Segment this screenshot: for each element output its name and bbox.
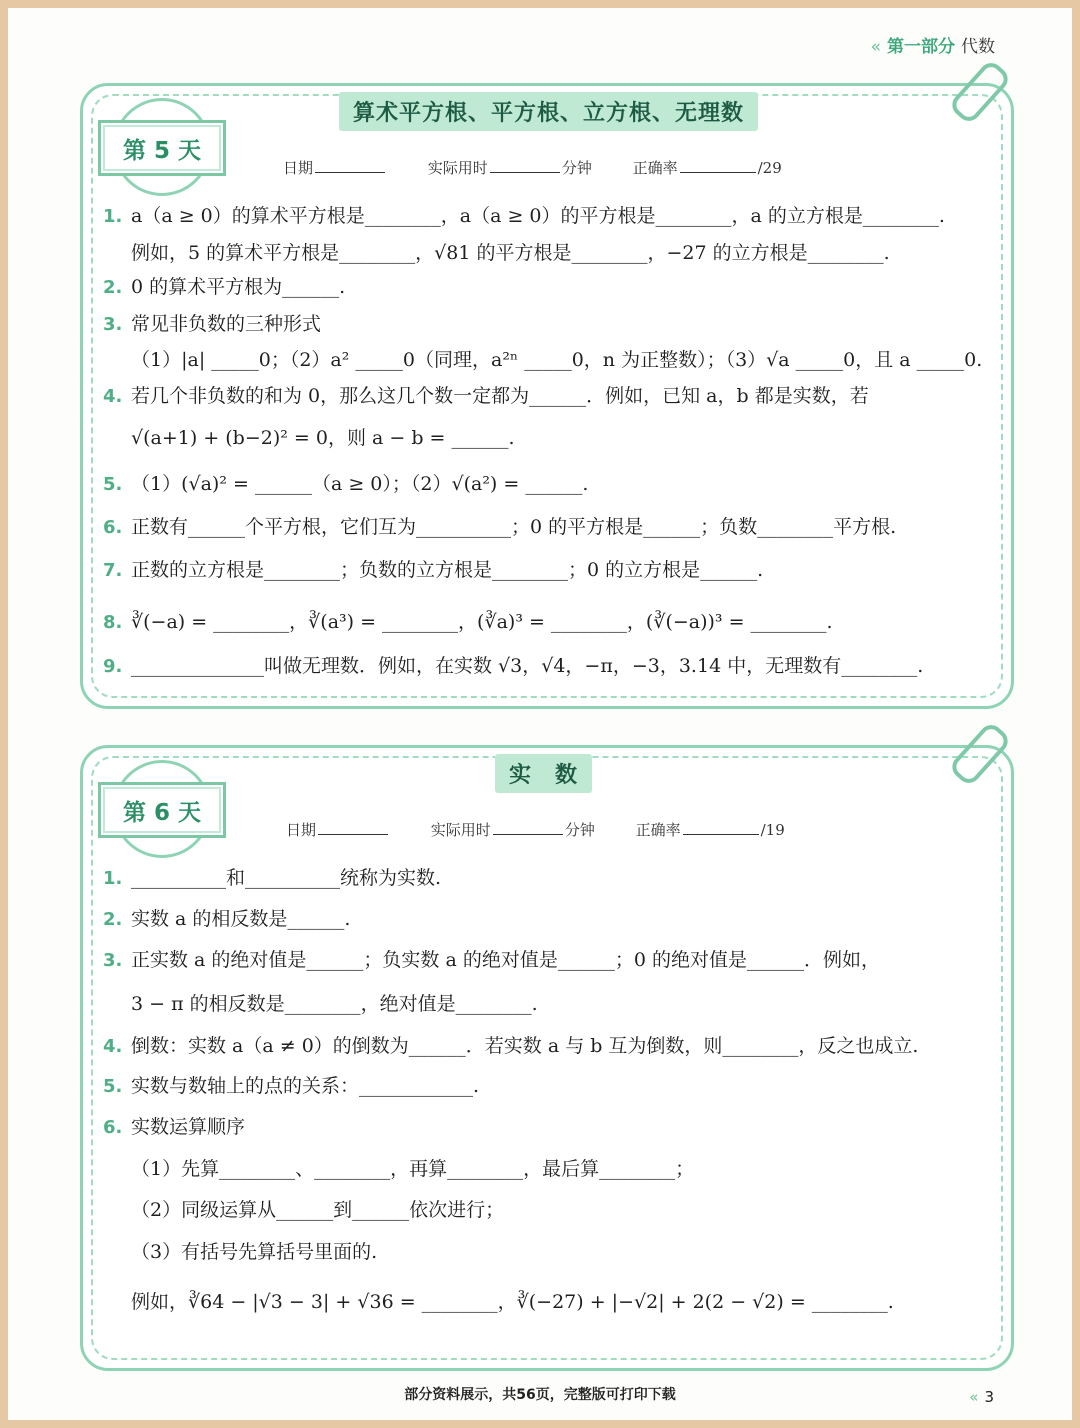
day5-card — [80, 83, 1014, 709]
question: 7. 正数的立方根是________；负数的立方根是________；0 的立方根是______. — [103, 559, 764, 581]
question: 4. 若几个非负数的和为 0，那么这几个数一定都为______．例如，已知 a，b 都是实数，若 — [103, 385, 869, 407]
time-blank[interactable] — [490, 156, 560, 173]
question: 3. 常见非负数的三种形式 — [103, 313, 322, 335]
double-chevron-icon: « — [870, 37, 881, 57]
day5-meta — [283, 156, 782, 178]
accuracy-label: 正确率 — [635, 821, 681, 839]
question: 8. ∛(−a) = ________，∛(a³) = ________，(∛a)³ = ________，(∛(−a))³ = ________. — [103, 611, 833, 633]
time-label: 实际用时 — [427, 159, 488, 177]
question: 3 − π 的相反数是________，绝对值是________. — [131, 993, 538, 1015]
question: 9. ______________叫做无理数．例如，在实数 √3，√4，−π，−3，3.14 中，无理数有________. — [103, 655, 924, 677]
accuracy-total: /29 — [757, 159, 782, 177]
question: （2）同级运算从______到______依次进行； — [131, 1199, 505, 1221]
day5-title: 算术平方根、平方根、立方根、无理数 — [339, 92, 758, 131]
accuracy-blank[interactable] — [680, 156, 756, 173]
footer-note: 部分资料展示，共56页，完整版可打印下载 — [404, 1387, 676, 1403]
date-label: 日期 — [286, 821, 317, 839]
accuracy-label: 正确率 — [632, 159, 678, 177]
question: 4. 倒数：实数 a（a ≠ 0）的倒数为______．若实数 a 与 b 互为倒数，则________，反之也成立. — [103, 1035, 919, 1057]
day5-badge: 第 5 天 — [98, 120, 226, 176]
section-subject: 代数 — [961, 37, 995, 57]
question: √(a+1) + (b−2)² = 0，则 a − b = ______. — [131, 427, 515, 449]
question: 2. 实数 a 的相反数是______. — [103, 908, 351, 930]
question: 1. __________和__________统称为实数. — [103, 867, 442, 889]
time-label: 实际用时 — [430, 821, 491, 839]
time-blank[interactable] — [493, 818, 563, 835]
question: 3. 正实数 a 的绝对值是______；负实数 a 的绝对值是______；0 的绝对值是______．例如， — [103, 949, 880, 971]
page-number-value: 3 — [984, 1388, 994, 1406]
time-unit: 分钟 — [564, 821, 595, 839]
double-chevron-icon: « — [969, 1388, 979, 1406]
accuracy-blank[interactable] — [683, 818, 759, 835]
day6-meta — [286, 818, 785, 840]
question: （3）有括号先算括号里面的. — [131, 1241, 378, 1263]
page-number — [969, 1388, 994, 1406]
day6-card — [80, 745, 1014, 1371]
question: 例如，5 的算术平方根是________，√81 的平方根是________，−27 的立方根是________. — [131, 242, 890, 264]
date-label: 日期 — [283, 159, 314, 177]
time-unit: 分钟 — [561, 159, 592, 177]
question: 5. （1）(√a)² = ______（a ≥ 0）；（2）√(a²) = ______. — [103, 473, 589, 495]
day6-badge: 第 6 天 — [98, 782, 226, 838]
question: （1）|a| _____0；（2）a² _____0（同理，a²ⁿ _____0，n 为正整数）；（3）√a _____0，且 a _____0. — [131, 349, 983, 371]
section-part: 第一部分 — [887, 37, 955, 57]
question: 例如，∛64 − |√3 − 3| + √36 = ________，∛(−27) + |−√2| + 2(2 − √2) = ________. — [131, 1291, 894, 1313]
accuracy-total: /19 — [760, 821, 785, 839]
question: 6. 实数运算顺序 — [103, 1116, 246, 1138]
day6-title: 实 数 — [495, 754, 592, 793]
question: 2. 0 的算术平方根为______. — [103, 276, 346, 298]
date-blank[interactable] — [318, 818, 388, 835]
question: 5. 实数与数轴上的点的关系：____________. — [103, 1075, 480, 1097]
question: 1. a（a ≥ 0）的算术平方根是________，a（a ≥ 0）的平方根是________，a 的立方根是________. — [103, 205, 945, 227]
section-header — [871, 32, 995, 57]
date-blank[interactable] — [315, 156, 385, 173]
question: 6. 正数有______个平方根，它们互为__________；0 的平方根是______；负数________平方根. — [103, 516, 897, 538]
question: （1）先算________、________，再算________，最后算________； — [131, 1158, 695, 1180]
